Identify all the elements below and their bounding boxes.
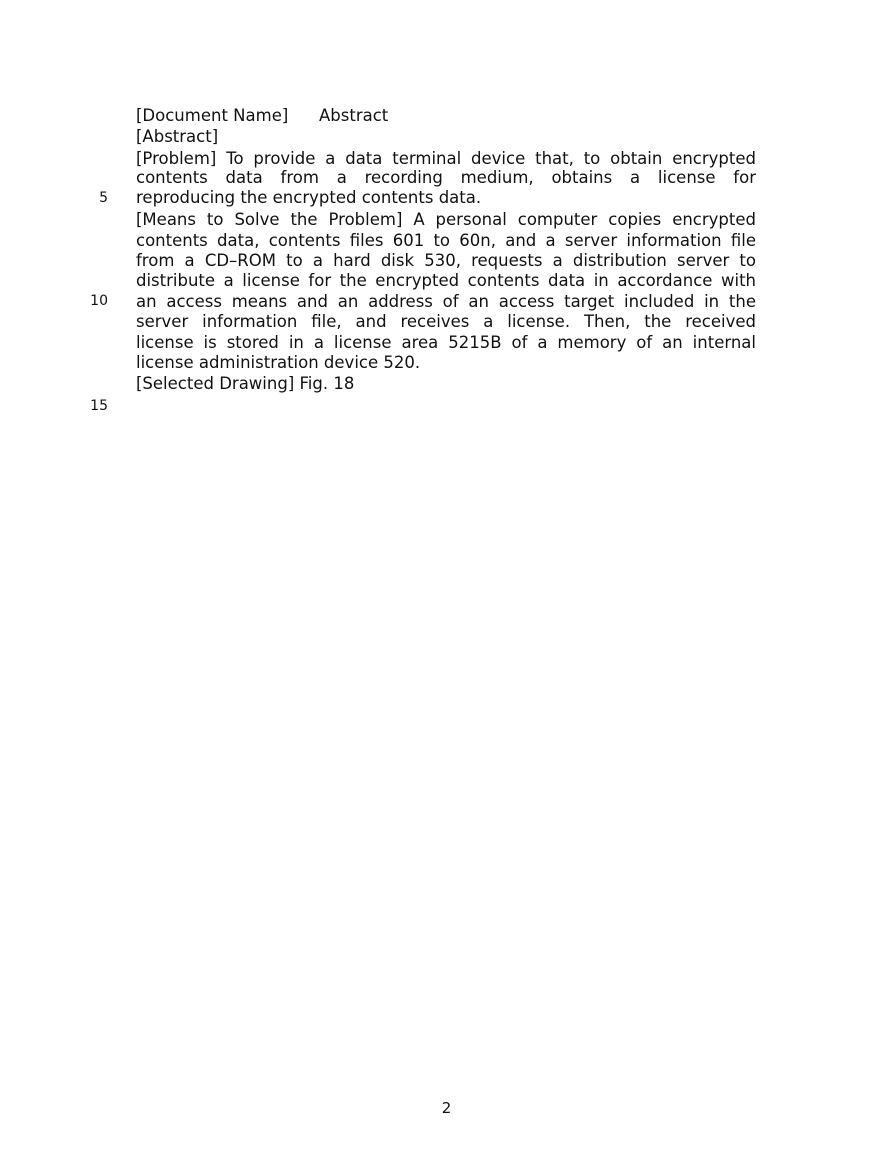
means-line: [Means to Solve the Problem] A personal computer copies encrypted [136,210,756,229]
document-name-label: [Document Name] [136,106,289,125]
abstract-heading: [Abstract] [136,127,219,146]
problem-line: contents data from a recording medium, obtains a license for [136,168,756,187]
means-line: an access means and an address of an access target included in the [136,292,756,311]
means-line: distribute a license for the encrypted contents data in accordance with [136,271,756,290]
means-line: contents data, contents files 601 to 60n, and a server information file [136,231,756,250]
means-line: license is stored in a license area 5215B of a memory of an internal [136,333,756,352]
line-number-10: 10 [90,293,108,309]
line-number-5: 5 [99,190,108,206]
means-line: license administration device 520. [136,353,421,372]
line-number-15: 15 [90,398,108,414]
abstract-document [136,106,756,406]
document-name-line [136,106,756,126]
page-number: 2 [441,1099,452,1117]
means-line: from a CD–ROM to a hard disk 530, requests a distribution server to [136,251,756,270]
problem-line: reproducing the encrypted contents data. [136,188,482,207]
selected-drawing: [Selected Drawing] Fig. 18 [136,374,355,393]
problem-line: [Problem] To provide a data terminal device that, to obtain encrypted [136,149,756,168]
document-name-value: Abstract [319,106,389,125]
means-line: server information file, and receives a license. Then, the received [136,312,756,331]
